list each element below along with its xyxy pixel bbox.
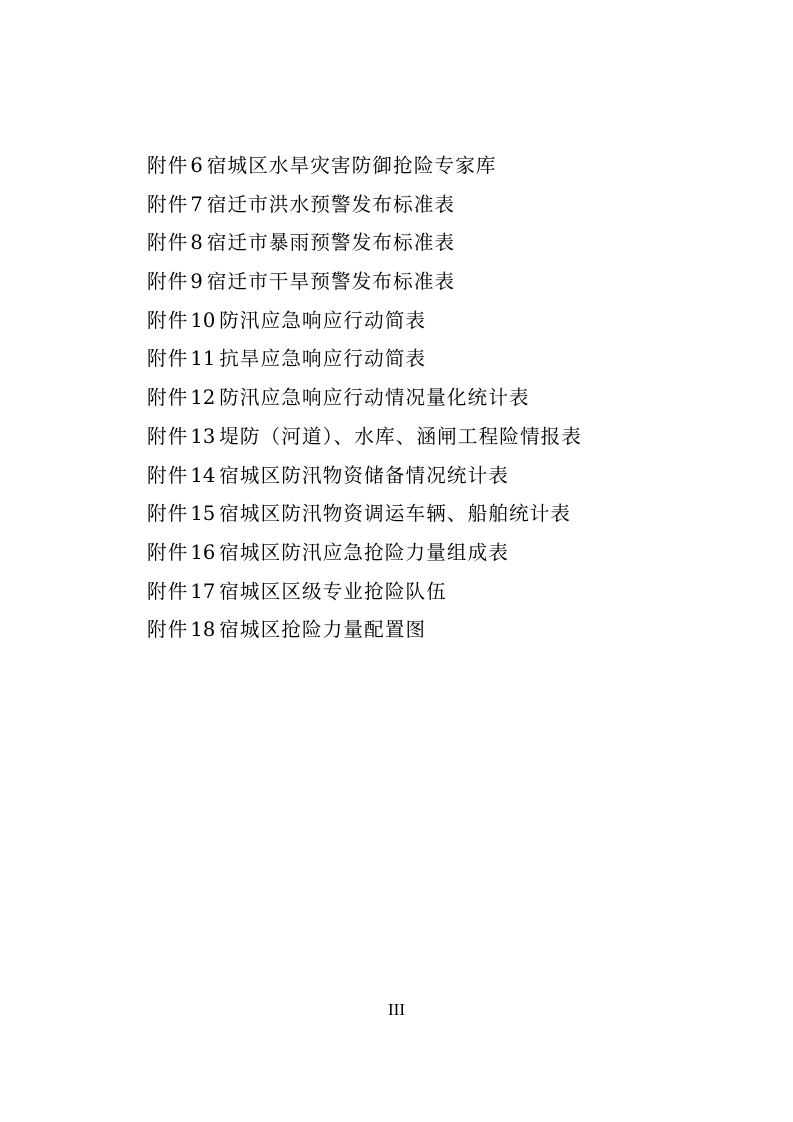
attachment-number: 11 [190,347,216,371]
attachment-item-10 [147,302,747,341]
attachment-item-11 [147,340,747,379]
attachment-prefix: 附件 [147,579,189,603]
attachment-title: 宿城区防汛物资调运车辆、船舶统计表 [219,502,572,526]
attachment-title: 宿城区区级专业抢险队伍 [219,579,447,603]
attachment-item-13 [147,418,747,457]
attachment-item-7 [147,186,747,225]
attachment-prefix: 附件 [147,424,189,448]
attachment-title: 抗旱应急响应行动简表 [219,347,427,371]
attachment-number: 14 [190,463,216,487]
attachment-prefix: 附件 [147,386,189,410]
attachment-prefix: 附件 [147,618,189,642]
attachment-number: 17 [190,579,216,603]
attachment-number: 16 [190,540,216,564]
attachment-prefix: 附件 [147,540,189,564]
attachment-number: 15 [190,502,216,526]
attachment-item-16 [147,534,747,573]
attachment-title: 宿迁市干旱预警发布标准表 [206,270,456,294]
attachment-item-12 [147,379,747,418]
attachment-prefix: 附件 [147,270,189,294]
attachment-item-15 [147,495,747,534]
attachment-title: 宿城区抢险力量配置图 [219,618,427,642]
attachment-number: 7 [190,192,203,216]
attachment-prefix: 附件 [147,463,189,487]
attachment-prefix: 附件 [147,154,189,177]
attachment-number: 10 [190,308,216,332]
attachment-item-6 [147,147,747,186]
attachment-title: 防汛应急响应行动简表 [219,308,427,332]
attachment-number: 18 [190,618,216,642]
attachment-title: 宿迁市洪水预警发布标准表 [206,192,456,216]
attachment-number: 13 [190,424,216,448]
attachment-number: 9 [190,270,203,294]
attachment-number: 12 [190,386,216,410]
attachment-number: 8 [190,231,203,255]
attachment-prefix: 附件 [147,502,189,526]
attachment-title: 宿城区水旱灾害防御抢险专家库 [206,154,497,177]
attachment-title: 宿城区防汛应急抢险力量组成表 [219,540,510,564]
attachment-title: 堤防（河道）、水库、涵闸工程险情报表 [219,424,583,448]
attachment-list [147,147,747,650]
attachment-prefix: 附件 [147,347,189,371]
attachment-item-18 [147,611,747,650]
attachment-item-9 [147,263,747,302]
attachment-prefix: 附件 [147,192,189,216]
attachment-prefix: 附件 [147,308,189,332]
attachment-title: 宿迁市暴雨预警发布标准表 [206,231,456,255]
page-number: III [388,1000,405,1019]
attachment-item-14 [147,457,747,496]
attachment-item-8 [147,224,747,263]
attachment-number: 6 [190,154,203,177]
attachment-title: 防汛应急响应行动情况量化统计表 [219,386,530,410]
attachment-title: 宿城区防汛物资储备情况统计表 [219,463,510,487]
attachment-prefix: 附件 [147,231,189,255]
attachment-item-17 [147,573,747,612]
